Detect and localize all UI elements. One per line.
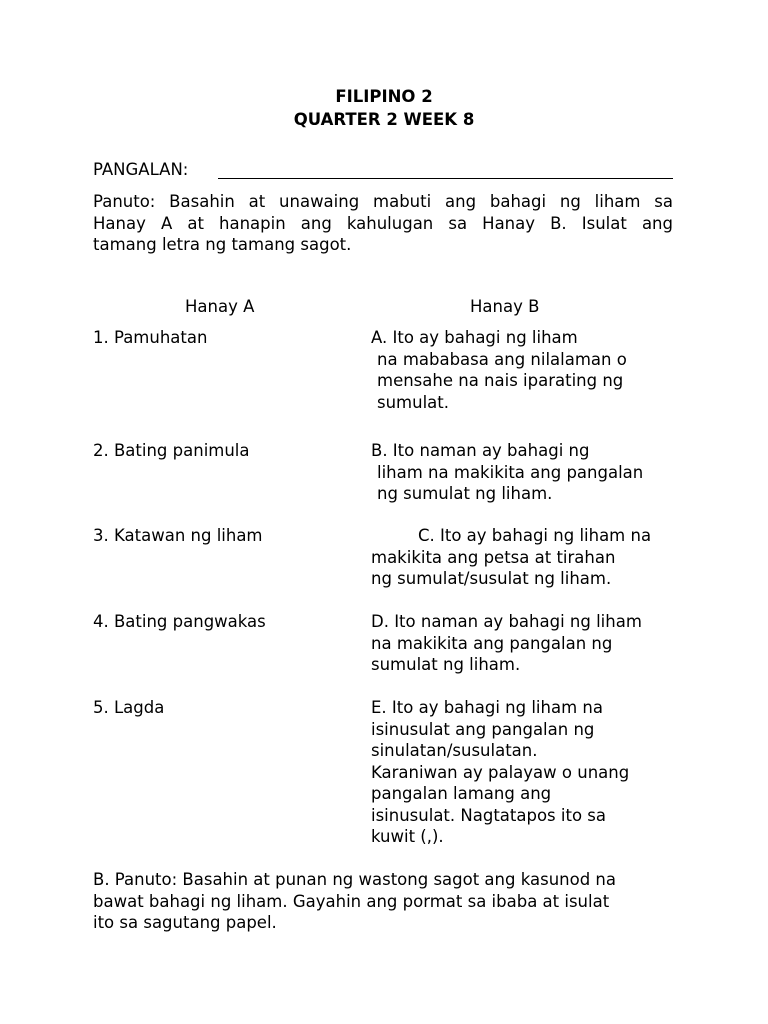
column-b-item-b	[371, 440, 643, 505]
definition-line: na mababasa ang nilalaman o	[377, 349, 627, 369]
instruction-line: B. Panuto: Basahin at punan ng wastong sagot ang kasunod na	[93, 870, 616, 889]
name-blank-line[interactable]	[218, 178, 673, 179]
column-a-item: 2. Bating panimula	[93, 441, 250, 460]
definition-line: D. Ito naman ay bahagi ng liham	[371, 612, 642, 631]
definition-line: sumulat.	[377, 392, 449, 412]
definition-line: Karaniwan ay palayaw o unang	[371, 762, 630, 782]
name-field	[93, 159, 673, 183]
document-title: FILIPINO 2	[335, 87, 433, 106]
instruction-line: Panuto: Basahin at unawaing mabuti ang bahagi ng liham sa	[93, 192, 673, 211]
instruction-line: ito sa sagutang papel.	[93, 913, 277, 932]
definition-line: pangalan lamang ang	[371, 784, 552, 803]
definition-line: kuwit (,).	[371, 827, 444, 846]
column-b-item-c	[371, 525, 651, 590]
definition-line: ng sumulat ng liham.	[377, 484, 553, 503]
name-label: PANGALAN:	[93, 160, 189, 179]
definition-line: makikita ang petsa at tirahan	[371, 547, 616, 567]
column-a-item: 3. Katawan ng liham	[93, 526, 263, 545]
definition-line: C. Ito ay bahagi ng liham na	[418, 526, 652, 545]
definition-line: liham na makikita ang pangalan	[377, 462, 644, 482]
document-subtitle: QUARTER 2 WEEK 8	[293, 110, 475, 129]
definition-line: E. Ito ay bahagi ng liham na	[371, 698, 603, 717]
column-b-item-e	[371, 697, 629, 848]
column-b-item-a	[371, 327, 627, 413]
column-a-item: 1. Pamuhatan	[93, 328, 208, 347]
column-a-item: 5. Lagda	[93, 698, 165, 717]
instruction-line: bawat bahagi ng liham. Gayahin ang pormat sa ibaba at isulat	[93, 891, 610, 911]
definition-line: ng sumulat/susulat ng liham.	[371, 569, 612, 588]
definition-line: sinulatan/susulatan.	[371, 741, 538, 760]
instruction-line: Hanay A at hanapin ang kahulugan sa Hanay B. Isulat ang	[93, 213, 673, 233]
instruction-line: tamang letra ng tamang sagot.	[93, 235, 352, 254]
instructions-b	[93, 869, 673, 934]
definition-line: A. Ito ay bahagi ng liham	[371, 328, 578, 347]
definition-line: na makikita ang pangalan ng	[371, 633, 613, 653]
column-a-item: 4. Bating pangwakas	[93, 612, 266, 631]
definition-line: isinusulat. Nagtatapos ito sa	[371, 805, 606, 825]
definition-line: B. Ito naman ay bahagi ng	[371, 441, 590, 460]
column-b-item-d	[371, 611, 642, 676]
definition-line: sumulat ng liham.	[371, 655, 521, 674]
column-b-heading: Hanay B	[470, 297, 540, 316]
definition-line: isinusulat ang pangalan ng	[371, 719, 595, 739]
instructions-a	[93, 191, 673, 256]
column-a-heading: Hanay A	[185, 297, 255, 316]
definition-line: mensahe na nais iparating ng	[377, 371, 624, 390]
